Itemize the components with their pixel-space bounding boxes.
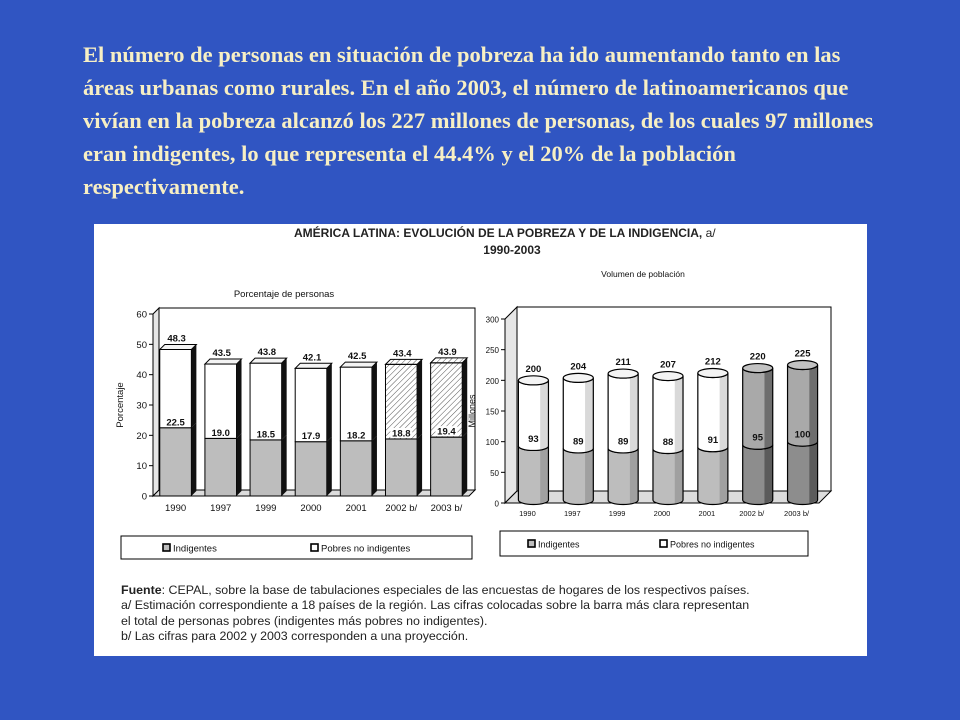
right-ytick-label-6: 300: [485, 315, 499, 325]
left-legend-swatch-0: [163, 544, 170, 551]
left-bar-side-indigentes-4: [372, 436, 377, 496]
left-total-label-0: 48.3: [167, 333, 186, 345]
right-ytick-label-1: 50: [490, 468, 499, 478]
figure-title-note: a/: [702, 226, 716, 240]
left-total-label-1: 43.5: [212, 348, 231, 360]
right-total-label-4: 212: [704, 356, 721, 368]
left-bar-side-pobres-3: [327, 363, 332, 441]
left-bar-side-pobres-1: [237, 359, 242, 438]
left-total-label-5: 43.4: [393, 348, 412, 360]
left-bar-indigentes-0: [160, 428, 192, 496]
left-bar-side-indigentes-0: [191, 423, 196, 496]
left-total-label-3: 42.1: [302, 352, 322, 364]
left-inner-label-5: 18.8: [392, 428, 411, 440]
left-bar-side-indigentes-6: [462, 432, 467, 496]
left-xtick-label-1: 1997: [210, 503, 232, 514]
figure-title-years: 1990-2003: [483, 243, 541, 257]
left-bar-indigentes-1: [205, 438, 237, 496]
right-cyl-shade-0: [540, 380, 548, 504]
left-bar-pobres-0: [160, 349, 192, 427]
left-bar-side-pobres-2: [282, 358, 287, 440]
right-legend-swatch-1: [660, 540, 667, 547]
left-bar-top-4: [340, 362, 377, 367]
left-inner-label-6: 19.4: [437, 426, 456, 438]
right-ytick-label-4: 200: [485, 376, 499, 386]
left-bar-top-3: [295, 363, 332, 368]
right-cyl-shade-3: [675, 376, 683, 504]
right-total-label-2: 211: [615, 357, 631, 369]
right-cyl-shade-1: [585, 378, 593, 504]
left-xtick-label-6: 2003 b/: [430, 503, 463, 514]
left-bar-top-6: [431, 358, 468, 363]
left-total-label-2: 43.8: [257, 347, 277, 359]
source-line-1-text: : CEPAL, sobre la base de tabulaciones especiales de las encuestas de hogares de los respectivos países.: [161, 583, 750, 597]
right-inner-label-3: 88: [662, 437, 674, 449]
left-ytick-label-6: 60: [136, 309, 147, 321]
right-cyl-shade-6: [809, 365, 817, 504]
right-ytick-label-3: 150: [485, 407, 499, 417]
left-xtick-label-2: 1999: [255, 503, 277, 514]
left-xtick-label-3: 2000: [300, 503, 322, 514]
left-ytick-label-3: 30: [136, 400, 147, 412]
right-ytick-label-0: 0: [494, 499, 499, 509]
intro-paragraph: El número de personas en situación de pobreza ha ido aumentando tanto en las áreas urbanas como rurales. En el año 2003, el número de latinoamericanos que vivían en la pobreza alcanzó los 227 millones de personas, de los cuales 97 millones eran indigentes, lo que representa el 44.4% y el 20% de la población respectivamente.: [83, 42, 874, 199]
source-line-2: a/ Estimación correspondiente a 18 países de la región. Las cifras colocadas sobre la barra más clara representan: [121, 598, 750, 613]
right-legend-label-1: Pobres no indigentes: [670, 539, 755, 550]
left-ytick-label-4: 40: [136, 370, 147, 382]
right-cyl-shade-2: [630, 374, 638, 504]
left-bar-top-1: [205, 359, 242, 364]
source-line-3: el total de personas pobres (indigentes más pobres no indigentes).: [121, 613, 488, 628]
left-bar-side-indigentes-1: [237, 433, 242, 496]
right-xtick-label-1: 1997: [563, 509, 581, 518]
left-inner-label-1: 19.0: [211, 427, 230, 439]
left-bar-indigentes-2: [250, 440, 282, 496]
chart-percentage: [115, 289, 475, 559]
left-ytick-label-0: 0: [141, 491, 147, 503]
left-xtick-label-4: 2001: [345, 503, 367, 514]
left-total-label-4: 42.5: [347, 351, 367, 363]
right-inner-label-6: 100: [794, 429, 811, 441]
left-bar-indigentes-5: [385, 439, 417, 496]
right-cyl-shade-5: [764, 368, 772, 504]
poverty-figure: [94, 224, 867, 656]
left-xtick-label-5: 2002 b/: [385, 503, 418, 514]
source-notes: [121, 583, 861, 645]
right-total-label-5: 220: [749, 351, 766, 363]
left-side-wall: [153, 308, 159, 496]
left-bar-side-pobres-5: [417, 359, 422, 439]
left-inner-label-4: 18.2: [346, 430, 366, 442]
figure-title-main: [294, 225, 716, 240]
right-inner-label-5: 95: [752, 432, 764, 444]
right-xtick-label-0: 1990: [519, 509, 536, 518]
right-xtick-label-5: 2002 b/: [739, 509, 765, 518]
source-line-4: b/ Las cifras para 2002 y 2003 corresponden a una proyección.: [121, 629, 469, 644]
right-inner-label-1: 89: [572, 436, 584, 448]
left-legend-label-0: Indigentes: [173, 543, 217, 555]
right-xtick-label-2: 1999: [608, 509, 626, 518]
left-inner-label-3: 17.9: [301, 431, 321, 443]
left-bar-side-pobres-4: [372, 362, 377, 441]
left-legend-swatch-1: [311, 544, 318, 551]
left-ytick-label-5: 50: [136, 339, 147, 351]
left-bar-indigentes-6: [431, 437, 463, 496]
right-chart-title: Volumen de población: [601, 269, 685, 279]
left-ytick-label-1: 10: [136, 461, 147, 473]
right-xtick-label-4: 2001: [698, 509, 716, 518]
right-ytick-label-2: 100: [485, 438, 499, 448]
right-ytick-label-5: 250: [485, 346, 499, 356]
left-bar-top-5: [385, 359, 422, 364]
source-label: Fuente: [121, 583, 162, 597]
chart-population: [467, 269, 831, 556]
left-bar-side-pobres-0: [191, 344, 196, 427]
right-side-wall: [505, 307, 517, 503]
left-bar-side-indigentes-2: [282, 435, 287, 496]
right-inner-label-0: 93: [528, 433, 539, 445]
left-bar-side-indigentes-3: [327, 437, 332, 496]
left-ytick-label-2: 20: [136, 430, 147, 442]
right-y-axis-title: Millones: [467, 394, 477, 428]
right-total-label-3: 207: [660, 359, 676, 371]
right-inner-label-4: 91: [707, 435, 719, 447]
right-inner-label-2: 89: [617, 436, 629, 448]
right-legend-swatch-0: [528, 540, 535, 547]
left-legend-label-1: Pobres no indigentes: [321, 543, 411, 555]
left-bar-top-2: [250, 358, 287, 363]
figure-title-text: AMÉRICA LATINA: EVOLUCIÓN DE LA POBREZA Y DE LA INDIGENCIA,: [294, 226, 703, 240]
left-bar-indigentes-3: [295, 442, 327, 496]
left-bar-top-0: [160, 344, 197, 349]
left-y-axis-title: Porcentaje: [115, 382, 126, 428]
left-bar-pobres-2: [250, 363, 282, 440]
right-total-label-6: 225: [794, 348, 811, 360]
right-legend-label-0: Indigentes: [538, 539, 580, 550]
left-inner-label-0: 22.5: [166, 417, 185, 429]
left-chart-title: Porcentaje de personas: [233, 289, 335, 300]
right-total-label-1: 204: [570, 361, 587, 373]
source-line-1: [121, 583, 861, 598]
right-xtick-label-6: 2003 b/: [784, 509, 810, 518]
left-bar-side-indigentes-5: [417, 434, 422, 496]
right-total-label-0: 200: [525, 363, 542, 375]
left-inner-label-2: 18.5: [256, 429, 276, 441]
left-xtick-label-0: 1990: [165, 503, 187, 514]
right-cyl-shade-4: [720, 373, 728, 504]
left-bar-indigentes-4: [340, 441, 372, 496]
right-xtick-label-3: 2000: [653, 509, 671, 518]
left-total-label-6: 43.9: [438, 346, 457, 358]
